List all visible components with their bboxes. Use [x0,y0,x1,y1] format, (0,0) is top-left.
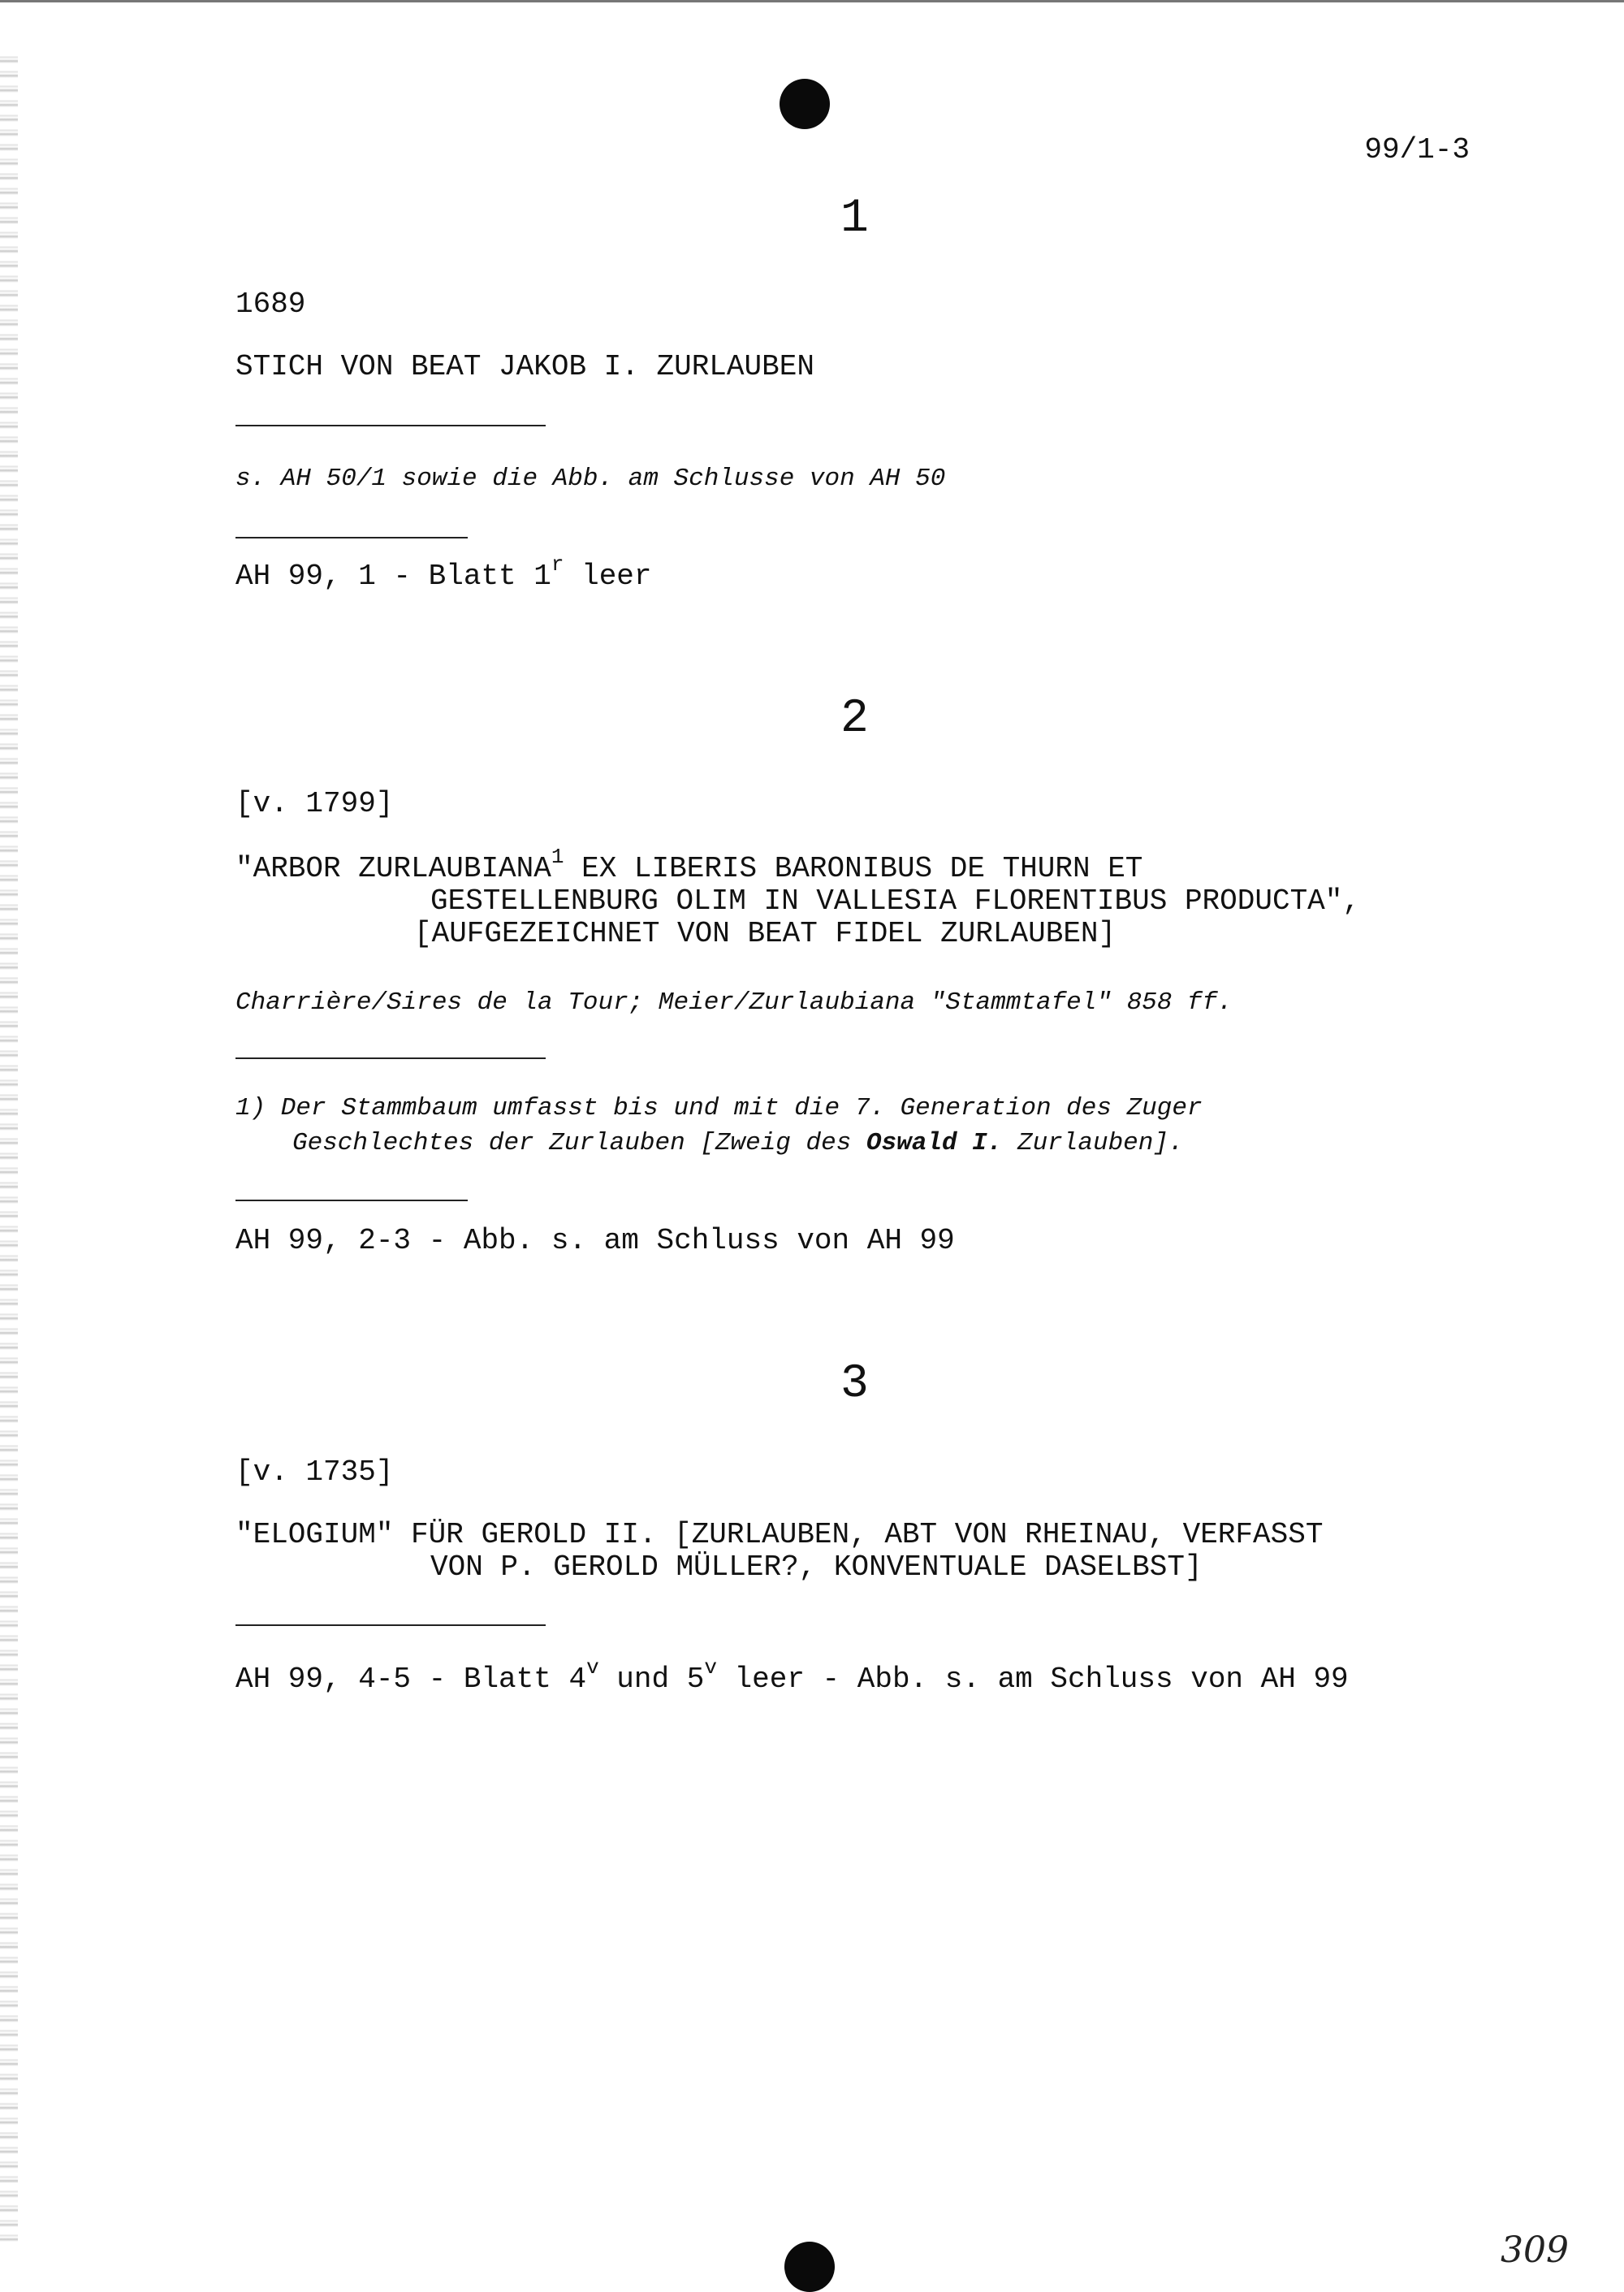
entry-2-date: [v. 1799] [235,787,394,820]
entry-3-rule [235,1624,546,1626]
entry-1-rule-short [235,537,468,538]
scan-edge-noise [0,49,18,2242]
entry-1-shelfmark [235,552,652,593]
entry-1-rule-long [235,425,546,426]
entry-3-shelf-sup-2: v [704,1655,717,1680]
page-top-edge [0,0,1624,2]
entry-3-date: [v. 1735] [235,1455,394,1489]
entry-1-shelf-tail: leer [564,560,652,593]
entry-2-note: Charrière/Sires de la Tour; Meier/Zurlaubiana "Stammtafel" 858 ff. [235,988,1233,1017]
entry-2-footnote-text: Geschlechtes der Zurlauben [Zweig des [292,1129,866,1157]
entry-1-date: 1689 [235,288,306,321]
entry-2-title-text: "ARBOR ZURLAUBIANA [235,852,551,885]
entry-3-shelfmark [235,1655,1349,1696]
entry-3-shelf-text: AH 99, 4-5 - Blatt 4 [235,1663,587,1696]
entry-2-title-footnote-mark: 1 [551,845,564,869]
entry-1-note: s. AH 50/1 sowie die Abb. am Schlusse von AH 50 [235,465,946,493]
entry-2-title-line-1 [235,845,1143,885]
entry-1-shelf-text: AH 99, 1 - Blatt 1 [235,560,551,593]
entry-2-footnote-line-1: 1) Der Stammbaum umfasst bis und mit die 7. Generation des Zuger [235,1094,1203,1122]
entry-3-shelf-mid: und 5 [598,1663,705,1696]
entry-2-title-line-3: [AUFGEZEICHNET VON BEAT FIDEL ZURLAUBEN] [414,917,1116,950]
handwritten-page-number: 309 [1501,2229,1569,2271]
entry-3-shelf-tail: leer - Abb. s. am Schluss von AH 99 [716,1663,1349,1696]
entry-2-rule-long [235,1057,546,1059]
punch-hole-top [780,79,830,129]
punch-hole-bottom [784,2242,835,2292]
entry-2-footnote-bold: Oswald I. [866,1129,1003,1157]
entry-3-title-line-1: "ELOGIUM" FÜR GEROLD II. [ZURLAUBEN, ABT VON RHEINAU, VERFASST [235,1518,1324,1551]
entry-3-number: 3 [840,1358,869,1411]
entry-2-title-line-2: GESTELLENBURG OLIM IN VALLESIA FLORENTIBUS PRODUCTA", [430,884,1360,918]
entry-3-title-line-2: VON P. GEROLD MÜLLER?, KONVENTUALE DASELBST] [430,1550,1203,1584]
archive-reference: 99/1-3 [1364,133,1470,166]
entry-2-number: 2 [840,693,869,746]
entry-2-rule-short [235,1200,468,1201]
entry-1-number: 1 [840,192,869,245]
entry-2-footnote-line-2 [292,1127,1184,1160]
entry-2-footnote-tail: Zurlauben]. [1002,1129,1184,1157]
entry-3-shelf-sup-1: v [586,1655,599,1680]
entry-1-title: STICH VON BEAT JAKOB I. ZURLAUBEN [235,350,814,383]
entry-2-shelfmark: AH 99, 2-3 - Abb. s. am Schluss von AH 99 [235,1224,955,1257]
entry-2-title-tail: EX LIBERIS BARONIBUS DE THURN ET [564,852,1143,885]
entry-1-shelf-sup: r [551,552,564,577]
